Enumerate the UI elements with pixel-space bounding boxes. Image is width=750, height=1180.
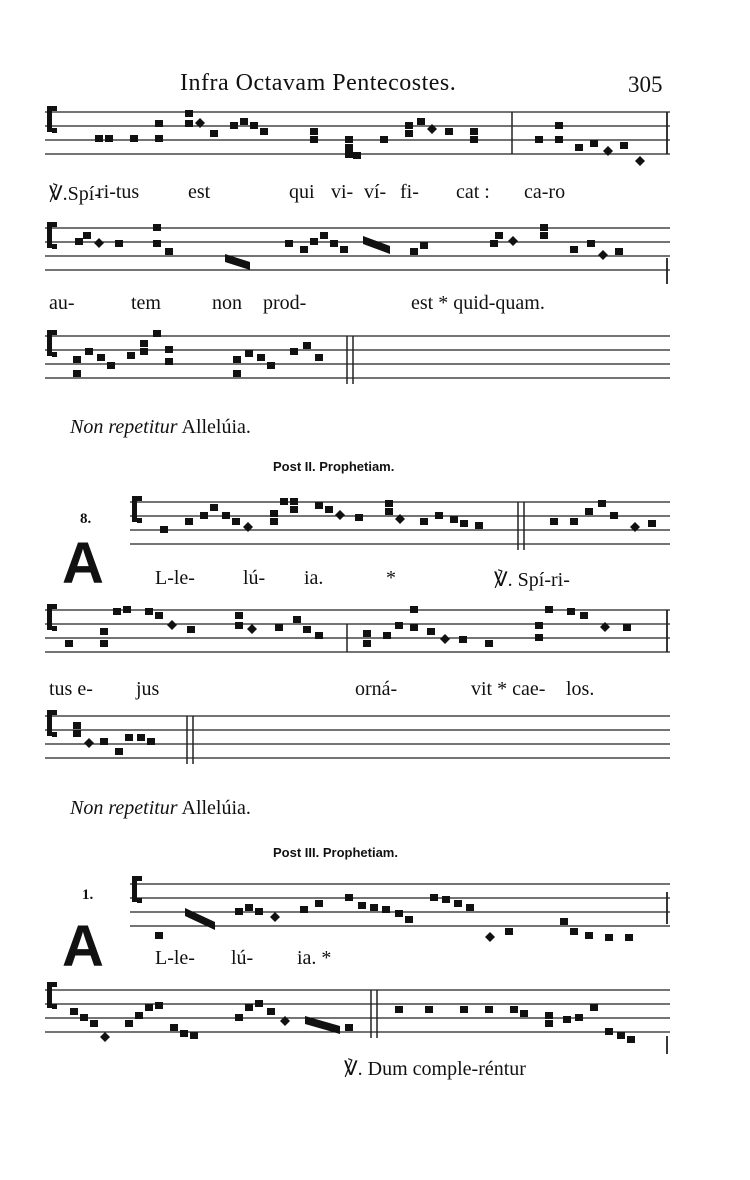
chant1-lyric: tem <box>131 292 161 314</box>
page-title: Infra Octavam Pentecostes. <box>180 70 457 96</box>
chant1-lyric: est <box>188 181 211 203</box>
chant2-lyric: orná- <box>355 678 398 700</box>
chant2-lyric: ia. <box>304 567 324 589</box>
chant3-lyric: L-le- <box>155 947 195 969</box>
chant2-lyric: L-le- <box>155 567 195 589</box>
chant1-staff-1 <box>45 100 670 170</box>
chant1-lyric: cat : <box>456 181 490 203</box>
section-heading: Post III. Prophetiam. <box>273 845 398 860</box>
chant3-lyric: lú- <box>231 947 254 969</box>
chant1-lyric: vi- <box>331 181 354 203</box>
rubric-note <box>70 416 251 439</box>
chant1-lyric: ví- <box>364 181 387 203</box>
chant3-staff-2 <box>45 980 670 1055</box>
chant2-lyric: los. <box>566 678 595 700</box>
chant1-staff-2 <box>45 218 670 288</box>
chant2-staff-2 <box>45 598 670 668</box>
chant3-lyric: ℣. Dum comple-réntur <box>344 1058 526 1080</box>
rubric-italic: Non repetitur <box>70 797 178 819</box>
chant1-staff-3 <box>45 328 670 393</box>
chant1-lyric: prod- <box>263 292 307 314</box>
chant-number: 8. <box>80 511 92 527</box>
chant1-lyric: est * quid-quam. <box>411 292 545 314</box>
chant2-lyric: vit * cae- <box>471 678 546 700</box>
section-heading: Post II. Prophetiam. <box>273 459 395 474</box>
chant2-staff-3 <box>45 708 670 773</box>
chant3-staff-1 <box>130 872 670 942</box>
chant3-lyric: ia. * <box>297 947 332 969</box>
chant1-lyric: ca-ro <box>524 181 566 203</box>
chant2-lyric: lú- <box>243 567 266 589</box>
rubric-plain: Allelúia. <box>181 797 251 819</box>
initial-letter: A <box>62 531 104 596</box>
chant1-lyric: fi- <box>400 181 419 203</box>
chant1-lyric: qui <box>289 181 315 203</box>
chant2-staff-1 <box>130 488 670 558</box>
chant-number: 1. <box>82 887 94 903</box>
rubric-plain: Allelúia. <box>181 416 251 438</box>
chant1-lyric: non <box>212 292 242 314</box>
chant2-lyric: ℣. Spí-ri- <box>494 569 570 591</box>
chant2-lyric: tus e- <box>49 678 93 700</box>
initial-letter: A <box>62 914 104 979</box>
chant1-lyric: ℣.Spí- <box>49 183 102 205</box>
rubric-italic: Non repetitur <box>70 416 178 438</box>
page-number: 305 <box>628 72 663 97</box>
chant2-lyric: jus <box>136 678 160 700</box>
rubric-note <box>70 797 251 820</box>
chant1-lyric: ri-tus <box>97 181 140 203</box>
chant1-lyric: au- <box>49 292 75 314</box>
chant2-lyric: * <box>386 567 396 589</box>
